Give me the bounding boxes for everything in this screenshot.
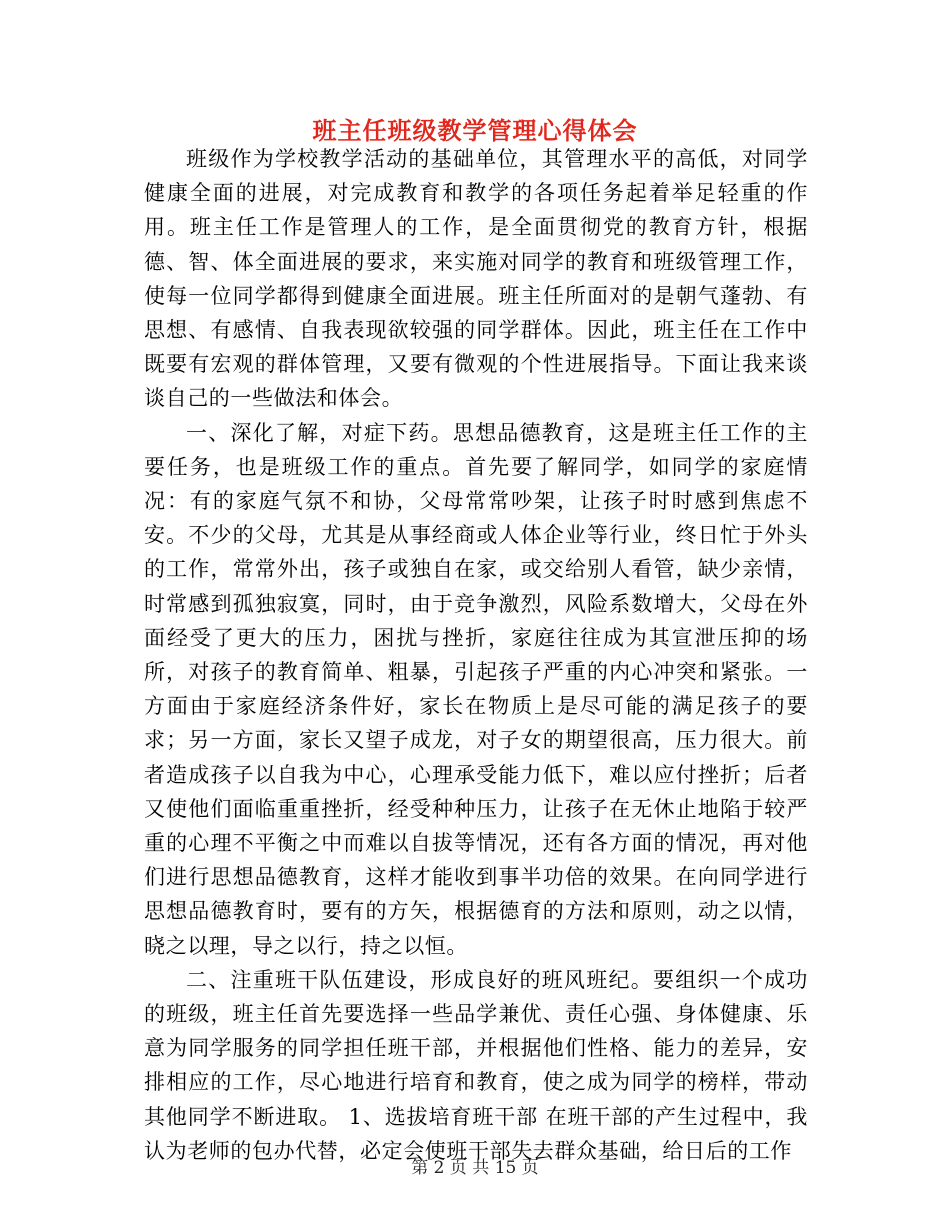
paragraph-section-1: 一、深化了解，对症下药。思想品德教育，这是班主任工作的主要任务，也是班级工作的重点。首先要了解同学，如同学的家庭情况：有的家庭气氛不和协，父母常常吵架，让孩子时时感到焦虑不安。不少的父母，尤其是从事经商或人体企业等行业，终日忙于外头的工作，常常外出，孩子或独自在家，或交给别人看管，缺少亲情，时常感到孤独寂寞，同时，由于竞争激烈，风险系数增大，父母在外面经受了更大的压力，困扰与挫折，家庭往往成为其宣泄压抑的场所，对孩子的教育简单、粗暴，引起孩子严重的内心冲突和紧张。一方面由于家庭经济条件好，家长在物质上是尽可能的满足孩子的要求；另一方面，家长又望子成龙，对子女的期望很高，压力很大。前者造成孩子以自我为中心，心理承受能力低下，难以应付挫折；后者又使他们面临重重挫折，经受种种压力，让孩子在无休止地陷于较严重的心理不平衡之中而难以自拔等情况，还有各方面的情况，再对他们进行思想品德教育，这样才能收到事半功倍的效果。在向同学进行思想品德教育时，要有的方矢，根据德育的方法和原则，动之以情，晓之以理，导之以行，持之以恒。 [144, 420, 808, 958]
page-number-footer: 第 2 页 共 15 页 [411, 1158, 539, 1178]
paragraph-section-2: 二、注重班干队伍建设，形成良好的班风班纪。要组织一个成功的班级，班主任首先要选择一些品学兼优、责任心强、身体健康、乐意为同学服务的同学担任班干部，并根据他们性格、能力的差异，安排相应的工作，尽心地进行培育和教育，使之成为同学的榜样，带动其他同学不断进取。 1、选拔培育班干部 在班干部的产生过程中，我认为老师的包办代替，必定会使班干部失去群众基础，给日后的工作 [144, 967, 808, 1163]
document-body [144, 142, 808, 1168]
paragraph-intro: 班级作为学校教学活动的基础单位，其管理水平的高低，对同学健康全面的进展，对完成教育和教学的各项任务起着举足轻重的作用。班主任工作是管理人的工作，是全面贯彻党的教育方针，根据德、智、体全面进展的要求，来实施对同学的教育和班级管理工作，使每一位同学都得到健康全面进展。班主任所面对的是朝气蓬勃、有思想、有感情、自我表现欲较强的同学群体。因此，班主任在工作中既要有宏观的群体管理，又要有微观的个性进展指导。下面让我来谈谈自己的一些做法和体会。 [144, 147, 808, 411]
document-title: 班主任班级教学管理心得体会 [312, 116, 638, 145]
